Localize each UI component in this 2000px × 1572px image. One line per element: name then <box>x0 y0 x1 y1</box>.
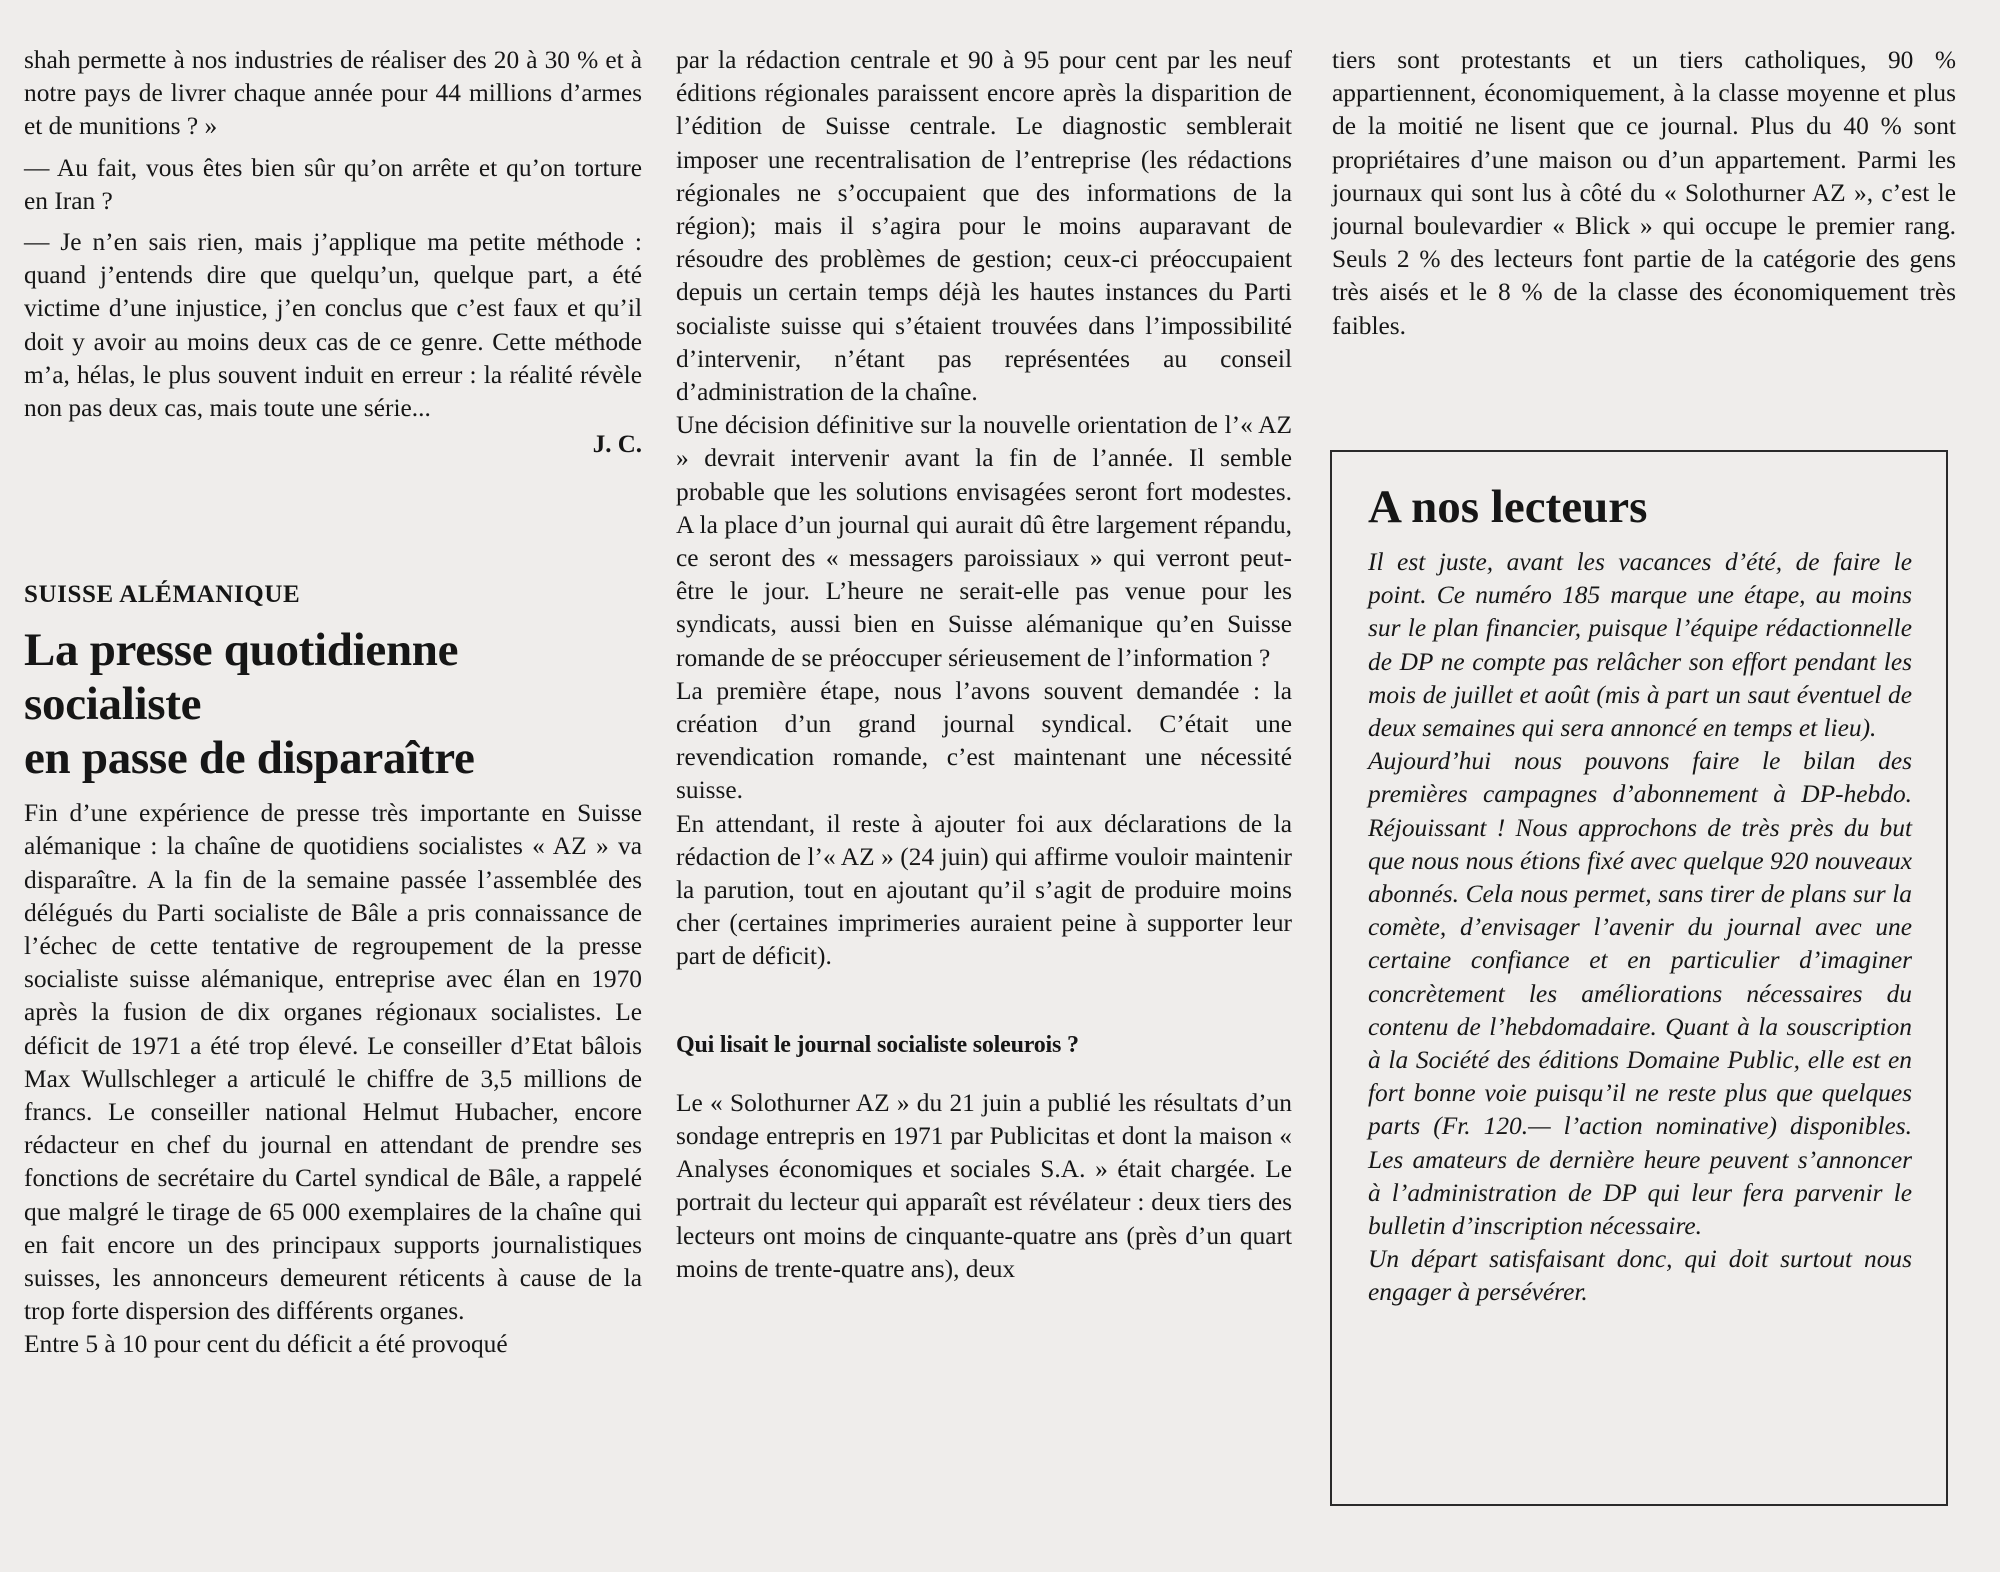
column-left <box>24 44 642 1362</box>
headline-line: socialiste <box>24 678 202 731</box>
headline-line: La presse quotidienne <box>24 624 459 677</box>
notice-paragraph: Un départ satisfaisant donc, qui doit surtout nous engager à persévérer. <box>1368 1245 1912 1307</box>
article-paragraph: Fin d’une expérience de presse très importante en Suisse alémanique : la chaîne de quotidiens socialistes « AZ » va disparaître. A la fin de la semaine passée l’assemblée des délégués du Parti socialiste de Bâle a pris connaissance de l’échec de cette tentative de regroupement de la presse socialiste suisse alémanique, entreprise avec élan en 1970 après la fusion de dix organes régionaux socialistes. Le déficit de 1971 a été trop élevé. Le conseiller d’Etat bâlois Max Wullschleger a articulé le chiffre de 3,5 millions de francs. Le conseiller national Helmut Hubacher, encore rédacteur en chef du journal en attendant de prendre ses fonctions de secrétaire du Cartel syndical de Bâle, a rappelé que malgré le tirage de 65 000 exemplaires de la chaîne qui en fait encore un des principaux supports journalistiques suisses, les annonceurs demeurent réticents à cause de la trop forte dispersion des différents organes. <box>24 799 642 1326</box>
article-paragraph: Le « Solothurner AZ » du 21 juin a publié les résultats d’un sondage entrepris en 1971 par Publicitas et dont la maison « Analyses économiques et sociales S.A. » était chargée. Le portrait du lecteur qui apparaît est révélateur : deux tiers des lecteurs ont moins de cinquante-quatre ans (près d’un quart moins de trente-quatre ans), deux <box>676 1088 1292 1283</box>
article-subheading: Qui lisait le journal socialiste soleurois ? <box>676 1031 1079 1058</box>
paragraph: — Au fait, vous êtes bien sûr qu’on arrête et qu’on torture en Iran ? <box>24 153 642 215</box>
section-rubric: SUISSE ALÉMANIQUE <box>24 581 301 609</box>
author-signature: J. C. <box>592 431 642 459</box>
notice-title: A nos lecteurs <box>1368 481 1648 533</box>
column-middle <box>676 44 1292 1286</box>
paragraph: — Je n’en sais rien, mais j’applique ma petite méthode : quand j’entends dire que quelqu’un, quelque part, a été victime d’une injustice, j’en conclus que c’est faux et qu’il doit y avoir au moins deux cas de ce genre. Cette méthode m’a, hélas, le plus souvent induit en erreur : la réalité révèle non pas deux cas, mais toute une série... <box>24 228 642 423</box>
paragraph: shah permette à nos industries de réaliser des 20 à 30 % et à notre pays de livrer chaque année pour 44 millions d’armes et de munitions ? » <box>24 46 642 141</box>
notice-paragraph: Il est juste, avant les vacances d’été, de faire le point. Ce numéro 185 marque une étape, au moins sur le plan financier, puisque l’équipe rédactionnelle de DP ne compte pas relâcher son effort pendant les mois de juillet et août (mis à part un saut éventuel de deux semaines qui sera annoncé en temps et lieu). <box>1368 548 1912 743</box>
article-paragraph: En attendant, il reste à ajouter foi aux déclarations de la rédaction de l’« AZ » (24 juin) qui affirme vouloir maintenir la parution, tout en ajoutant qu’il s’agit de produire moins cher (certaines imprimeries auraient peine à supporter leur part de déficit). <box>676 809 1292 971</box>
article-paragraph: tiers sont protestants et un tiers catholiques, 90 % appartiennent, économiquement, à la classe moyenne et plus de la moitié ne lisent que ce journal. Plus du 40 % sont propriétaires d’une maison ou d’un appartement. Parmi les journaux qui sont lus à côté du « Solothurner AZ », c’est le journal boulevardier « Blick » qui occupe le premier rang. Seuls 2 % des lecteurs font partie de la catégorie des gens très aisés et le 8 % de la classe des économiquement très faibles. <box>1332 46 1956 340</box>
article-paragraph: Entre 5 à 10 pour cent du déficit a été provoqué <box>24 1330 508 1359</box>
reader-notice-box <box>1330 450 1948 1506</box>
notice-paragraph: Aujourd’hui nous pouvons faire le bilan des premières campagnes d’abonnement à DP-hebdo. Réjouissant ! Nous approchons de très près du but que nous nous étions fixé avec quelque 920 nouveaux abonnés. Cela nous permet, sans tirer de plans sur la comète, d’envisager l’avenir du journal avec une certaine confiance et en particulier d’imaginer concrètement les améliorations nécessaires du contenu de l’hebdomadaire. Quant à la souscription à la Société des éditions Domaine Public, elle est en fort bonne voie puisqu’il ne reste plus que quelques parts (Fr. 120.— l’action nominative) disponibles. Les amateurs de dernière heure peuvent s’annoncer à l’administration de DP qui leur fera parvenir le bulletin d’inscription nécessaire. <box>1368 747 1912 1241</box>
article-paragraph: La première étape, nous l’avons souvent demandée : la création d’un grand journal syndical. C’était une revendication romande, c’est maintenant une nécessité suisse. <box>676 676 1292 805</box>
column-right <box>1332 44 1956 343</box>
headline-line: en passe de disparaître <box>24 732 475 785</box>
article-paragraph: par la rédaction centrale et 90 à 95 pour cent par les neuf éditions régionales paraissent encore après la disparition de l’édition de Suisse centrale. Le diagnostic semblerait imposer une recentralisation de l’entreprise (les rédactions régionales ne s’occupaient que des informations de la région); mais il s’agira pour le moins auparavant de résoudre des problèmes de gestion; ceux-ci préoccupaient depuis un certain temps déjà les hautes instances du Parti socialiste suisse qui s’étaient trouvées dans l’impossibilité d’intervenir, n’étant pas représentées au conseil d’administration de la chaîne. <box>676 46 1292 407</box>
article-paragraph: Une décision définitive sur la nouvelle orientation de l’« AZ » devrait intervenir avant la fin de l’année. Il semble probable que les solutions envisagées seront fort modestes. A la place d’un journal qui aurait dû être largement répandu, ce seront des « messagers paroissiaux » qui verront peut-être le jour. L’heure ne serait-elle pas venue pour les syndicats, aussi bien en Suisse alémanique qu’en Suisse romande de se préoccuper sérieusement de l’information ? <box>676 411 1292 672</box>
article-headline <box>24 623 642 785</box>
